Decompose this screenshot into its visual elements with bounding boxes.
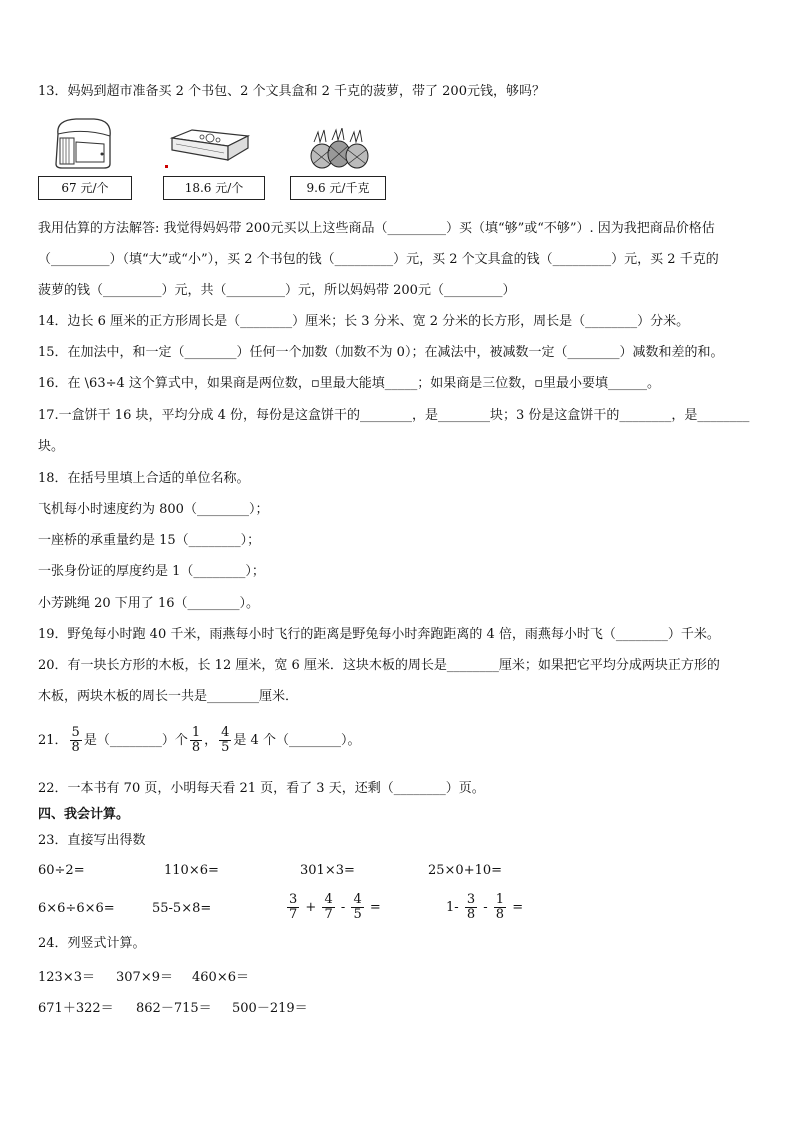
q18-title: 18．在括号里填上合适的单位名称。 [38, 471, 250, 486]
fraction: $\frac{4}{5}$ [353, 892, 362, 922]
fraction: $\frac{3}{8}$ [466, 892, 476, 922]
q16: 16．在 \63÷4 这个算式中，如果商是两位数，▫里最大能填_____；如果商是三位数，▫里最小要填______。 [38, 376, 661, 391]
q17-line2: 块。 [38, 439, 65, 454]
q21-text: 是（________）个 [83, 733, 188, 748]
calc-item: 862－715＝ [136, 1001, 212, 1016]
calc-item: 110×6= [164, 863, 219, 878]
calc-item: 500－219＝ [232, 1001, 308, 1016]
fraction-expression [446, 886, 523, 930]
fraction: $\frac{4}{5}$ [221, 725, 230, 755]
fraction: $\frac{4}{7}$ [324, 892, 333, 922]
calc-item: 123×3＝ [38, 970, 95, 985]
price-backpack: 67 元/个 [38, 176, 132, 200]
pineapple-icon [306, 128, 376, 170]
backpack-icon [46, 114, 120, 170]
q18-item: 小芳跳绳 20 下用了 16（________）。 [38, 596, 259, 611]
equals: = [512, 900, 524, 915]
pencil-case-icon [168, 126, 252, 166]
q21-text: 是 4 个（________）。 [233, 733, 361, 748]
calc-item: 55-5×8= [152, 901, 212, 916]
q17-line1: 17.一盒饼干 16 块，平均分成 4 份，每份是这盒饼干的________，是________块；3 份是这盒饼干的________，是________ [38, 408, 750, 423]
operator: - [340, 900, 346, 915]
calc-item: 25×0+10= [428, 863, 503, 878]
fraction: $\frac{5}{8}$ [71, 725, 80, 755]
q21-prefix: 21． [38, 733, 68, 748]
q13-line1: 我用估算的方法解答: 我觉得妈妈带 200元买以上这些商品（_________）买（填“够”或“不够”）. 因为我把商品价格估 [38, 221, 715, 236]
operand: 1- [446, 900, 459, 915]
fraction: $\frac{1}{8}$ [495, 892, 505, 922]
price-pencil-case: 18.6 元/个 [163, 176, 265, 200]
q18-item: 一座桥的承重量约是 15（________）； [38, 533, 261, 548]
q23-title: 23．直接写出得数 [38, 833, 146, 848]
q13-text: 13．妈妈到超市准备买 2 个书包、2 个文具盒和 2 千克的菠萝，带了 200元钱，够吗？ [38, 84, 545, 99]
calc-item: 671＋322＝ [38, 1001, 114, 1016]
fraction-expression [285, 886, 381, 930]
q21 [38, 724, 360, 758]
operator: + [305, 900, 317, 915]
q14: 14．边长 6 厘米的正方形周长是（________）厘米；长 3 分米、宽 2 分米的长方形，周长是（________）分米。 [38, 314, 690, 329]
q20-line1: 20．有一块长方形的木板，长 12 厘米，宽 6 厘米．这块木板的周长是________厘米；如果把它平均分成两块正方形的 [38, 658, 720, 673]
calc-item: 60÷2= [38, 863, 85, 878]
q13-line2: （_________）（填“大”或“小”），买 2 个书包的钱（_________）元，买 2 个文具盒的钱（_________）元，买 2 千克的 [38, 252, 719, 267]
q18-item: 一张身份证的厚度约是 1（________）； [38, 564, 265, 579]
q19: 19．野兔每小时跑 40 千米，雨燕每小时飞行的距离是野兔每小时奔跑距离的 4 倍，雨燕每小时飞（________）千米。 [38, 627, 720, 642]
calc-item: 6×6÷6×6= [38, 901, 115, 916]
equals: = [369, 900, 381, 915]
q24-title: 24．列竖式计算。 [38, 936, 146, 951]
fraction: $\frac{1}{8}$ [191, 725, 201, 755]
calc-item: 301×3= [300, 863, 355, 878]
calc-item: 307×9＝ [116, 970, 173, 985]
operator: - [483, 900, 488, 915]
price-pineapple: 9.6 元/千克 [290, 176, 386, 200]
fraction: $\frac{3}{7}$ [289, 892, 298, 922]
q15: 15．在加法中，和一定（________）任何一个加数（加数不为 0）；在减法中，被减数一定（________）减数和差的和。 [38, 345, 724, 360]
section-heading: 四、我会计算。 [38, 807, 130, 822]
q13-line3: 菠萝的钱（_________）元，共（_________）元，所以妈妈带 200元（_________） [38, 283, 516, 298]
q22: 22．一本书有 70 页，小明每天看 21 页，看了 3 天，还剩（________）页。 [38, 781, 485, 796]
q21-text: ， [204, 733, 218, 748]
q20-line2: 木板，两块木板的周长一共是________厘米． [38, 689, 299, 704]
q18-item: 飞机每小时速度约为 800（________）； [38, 502, 269, 517]
calc-item: 460×6＝ [192, 970, 249, 985]
